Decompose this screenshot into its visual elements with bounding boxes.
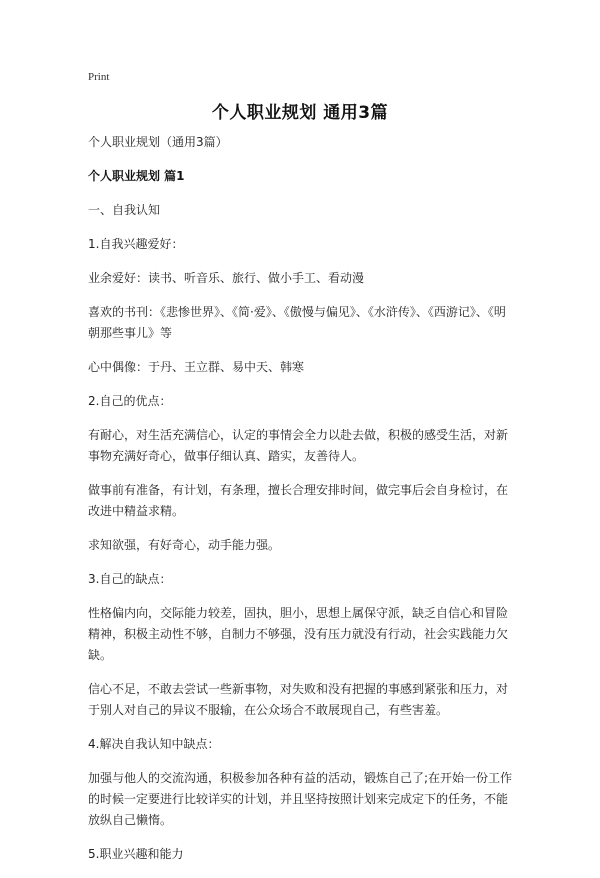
paragraph-strengths-3: 求知欲强，有好奇心，动手能力强。 [88, 538, 281, 552]
article-body [88, 132, 516, 878]
paragraph-strengths-1: 有耐心，对生活充满信心，认定的事情会全力以赴去做，积极的感受生活，对新事物充满好奇心，做事仔细认真、踏实，友善待人。 [88, 428, 509, 463]
item-title-solutions: 4.解决自我认知中缺点： [88, 737, 220, 751]
item-title-weaknesses: 3.自己的缺点： [88, 572, 172, 586]
paragraph-solutions: 加强与他人的交流沟通，积极参加各种有益的活动，锻炼自己了;在开始一份工作的时候一定要进行比较详实的计划，并且坚持按照计划来完成定下的任务，不能放纵自己懒惰。 [88, 771, 513, 827]
paragraph-weaknesses-2: 信心不足，不敢去尝试一些新事物，对失败和没有把握的事感到紧张和压力，对于别人对自己的异议不服输，在公众场合不敢展现自己，有些害羞。 [88, 682, 509, 717]
paragraph-strengths-2: 做事前有准备，有计划，有条理，擅长合理安排时间，做完事后会自身检讨，在改进中精益求精。 [88, 483, 509, 518]
item-title-career-interests: 5.职业兴趣和能力 [88, 847, 184, 861]
paragraph-weaknesses-1: 性格偏内向，交际能力较差，固执，胆小，思想上属保守派，缺乏自信心和冒险精神，积极主动性不够，自制力不够强，没有压力就没有行动，社会实践能力欠缺。 [88, 606, 509, 662]
subtitle: 个人职业规划（通用3篇） [88, 135, 228, 149]
item-title-interests: 1.自我兴趣爱好： [88, 237, 184, 251]
paragraph-favorite-books: 喜欢的书刊：《悲惨世界》、《简·爱》、《傲慢与偏见》、《水浒传》、《西游记》、《明朝那些事儿》等 [88, 305, 506, 340]
section-heading: 一、自我认知 [88, 203, 161, 217]
print-label[interactable]: Print [88, 71, 110, 83]
article-heading: 个人职业规划 篇1 [88, 169, 185, 183]
item-title-strengths: 2.自己的优点： [88, 394, 172, 408]
page-title: 个人职业规划 通用3篇 [211, 103, 389, 123]
paragraph-hobbies: 业余爱好：读书、听音乐、旅行、做小手工、看动漫 [88, 271, 365, 285]
paragraph-idols: 心中偶像：于丹、王立群、易中天、韩寒 [88, 360, 305, 374]
